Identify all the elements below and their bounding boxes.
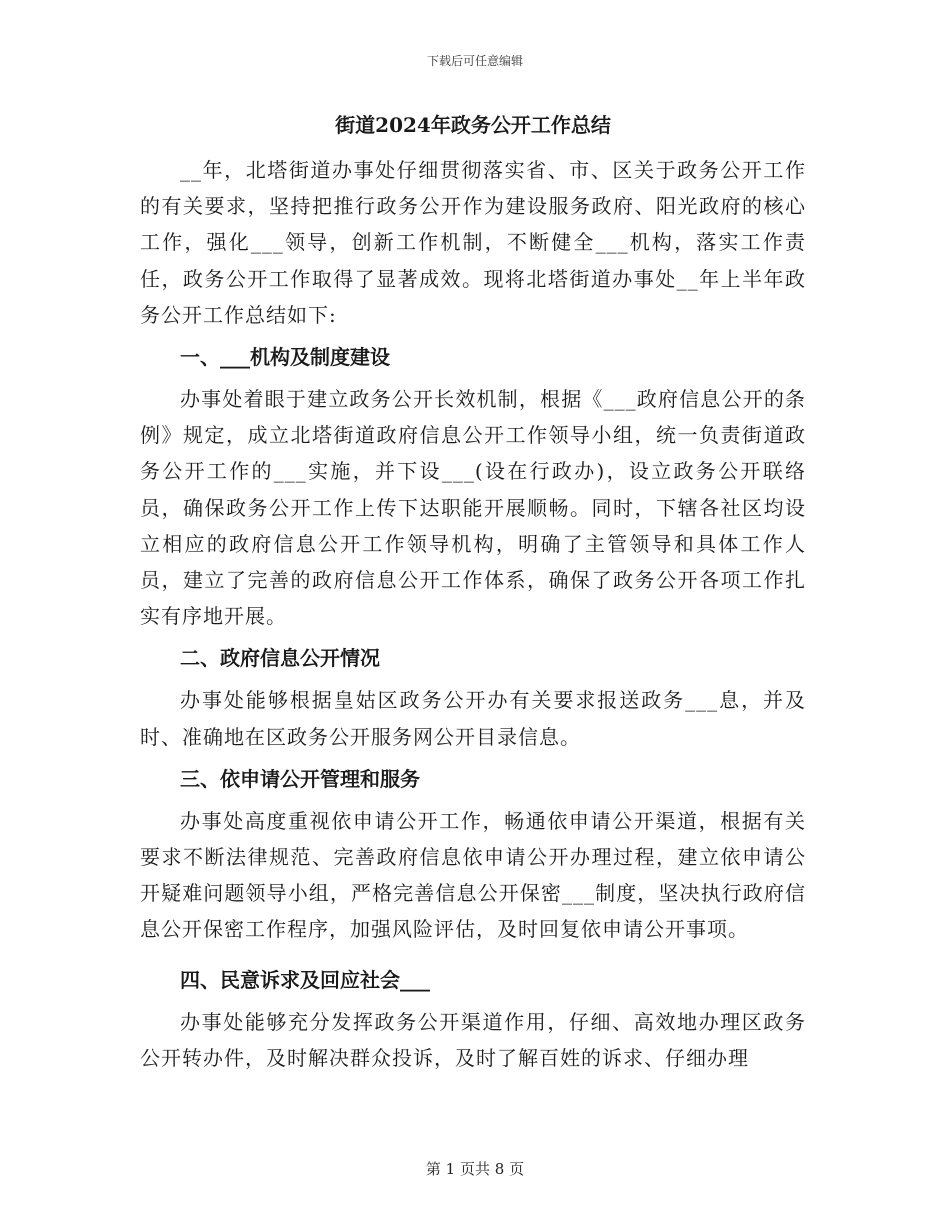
header-note: 下载后可任意编辑 (426, 54, 523, 68)
document-title: 街道2024年政务公开工作总结 (335, 113, 611, 137)
document-body (140, 108, 806, 1076)
section-body-1: 办事处着眼于建立政务公开长效机制，根据《___政府信息公开的条例》规定，成立北塔街道政府信息公开工作领导小组，统一负责街道政务公开工作的___实施，并下设___(设在行政办)，设立政务公开联络员，确保政务公开工作上传下达职能开展顺畅。同时，下辖各社区均设立相应的政府信息公开工作领导机构，明确了主管领导和具体工作人员，建立了完善的政府信息公开工作体系，确保了政务公开各项工作扎实有序地开展。 (140, 387, 806, 629)
section-heading-1: 一、___机构及制度建设 (180, 345, 390, 370)
section-body-3: 办事处高度重视依申请公开工作，畅通依申请公开渠道，根据有关要求不断法律规范、完善政府信息依申请公开办理过程，建立依申请公开疑难问题领导小组，严格完善信息公开保密___制度，坚决执行政府信息公开保密工作程序，加强风险评估，及时回复依申请公开事项。 (140, 808, 806, 942)
section-body-2: 办事处能够根据皇姑区政务公开办有关要求报送政务___息，并及时、准确地在区政务公开服务网公开目录信息。 (140, 688, 806, 749)
section-heading-2: 二、政府信息公开情况 (180, 646, 380, 671)
page-number: 第 1 页共 8 页 (425, 1160, 525, 1178)
section-body-4: 办事处能够充分发挥政务公开渠道作用，仔细、高效地办理区政务公开转办件，及时解决群众投诉，及时了解百姓的诉求、仔细办理 (140, 1009, 806, 1070)
section-heading-3: 三、依申请公开管理和服务 (180, 766, 420, 791)
intro-paragraph: __年，北塔街道办事处仔细贯彻落实省、市、区关于政务公开工作的有关要求，坚持把推行政务公开作为建设服务政府、阳光政府的核心工作，强化___领导，创新工作机制，不断健全___机构，落实工作责任，政务公开工作取得了显著成效。现将北塔街道办事处__年上半年政务公开工作总结如下: (140, 158, 806, 327)
section-heading-4: 四、民意诉求及回应社会___ (180, 967, 430, 992)
